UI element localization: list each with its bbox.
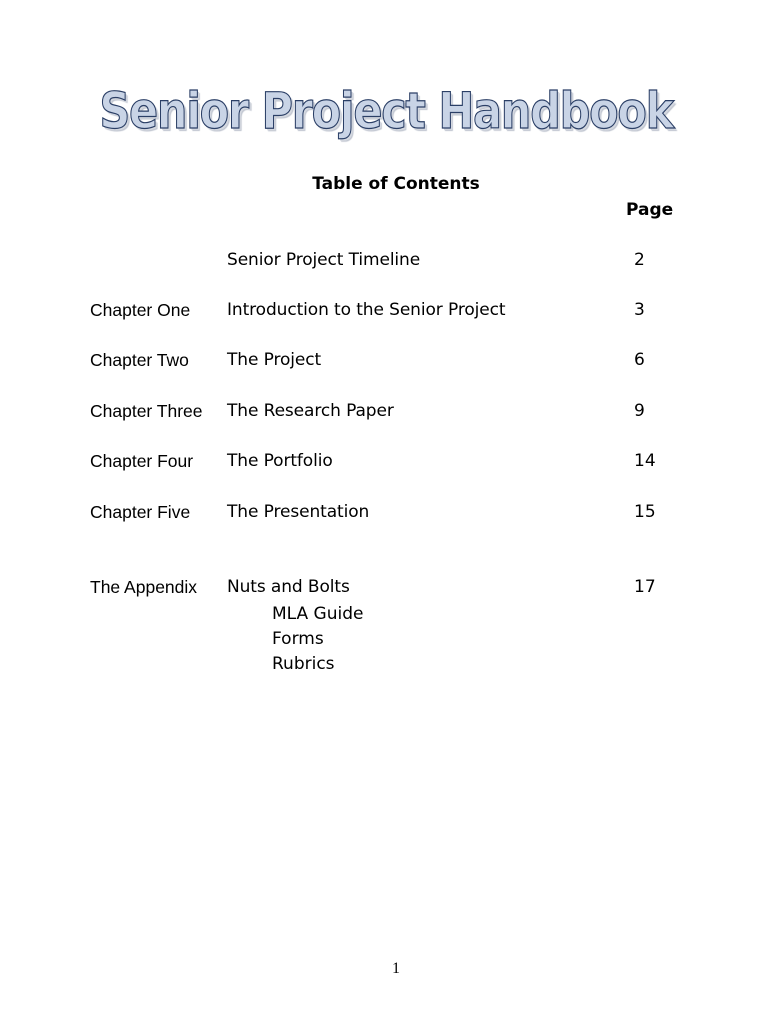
toc-entry-title: The Presentation [227,502,370,522]
toc-chapter: Chapter One [90,300,191,320]
toc-row [0,300,770,324]
toc-chapter: Chapter Four [90,451,194,471]
toc-entry-title: Nuts and Bolts [227,577,350,597]
appendix-subitem: MLA Guide [272,604,364,624]
toc-heading: Table of Contents [312,174,480,194]
toc-chapter: The Appendix [90,577,198,597]
toc-row [0,502,770,526]
toc-entry-title: The Research Paper [227,401,394,421]
toc-chapter: Chapter Three [90,401,203,421]
toc-page-number: 6 [634,350,645,370]
footer-page-number: 1 [392,960,400,977]
toc-entry-title: Introduction to the Senior Project [227,300,506,320]
toc-entry-title: Senior Project Timeline [227,250,421,270]
toc-entry-title: The Portfolio [227,451,333,471]
appendix-subitem: Rubrics [272,654,335,674]
toc-row [0,401,770,425]
toc-row [0,350,770,374]
toc-page-number: 17 [634,577,656,597]
appendix-subitem: Forms [272,629,324,649]
toc-entry-title: The Project [227,350,322,370]
page-column-label: Page [626,200,674,220]
toc-page-number: 2 [634,250,645,270]
appendix-subitems [272,602,363,677]
toc-chapter: Chapter Two [90,350,189,370]
toc-row [0,250,770,274]
toc-row [0,577,770,601]
toc-row [0,451,770,475]
toc-chapter: Chapter Five [90,502,191,522]
toc-page-number: 15 [634,502,656,522]
toc-page-number: 9 [634,401,645,421]
toc-page-number: 3 [634,300,645,320]
document-title: Senior Project Handbook [99,82,673,140]
toc-page-number: 14 [634,451,656,471]
